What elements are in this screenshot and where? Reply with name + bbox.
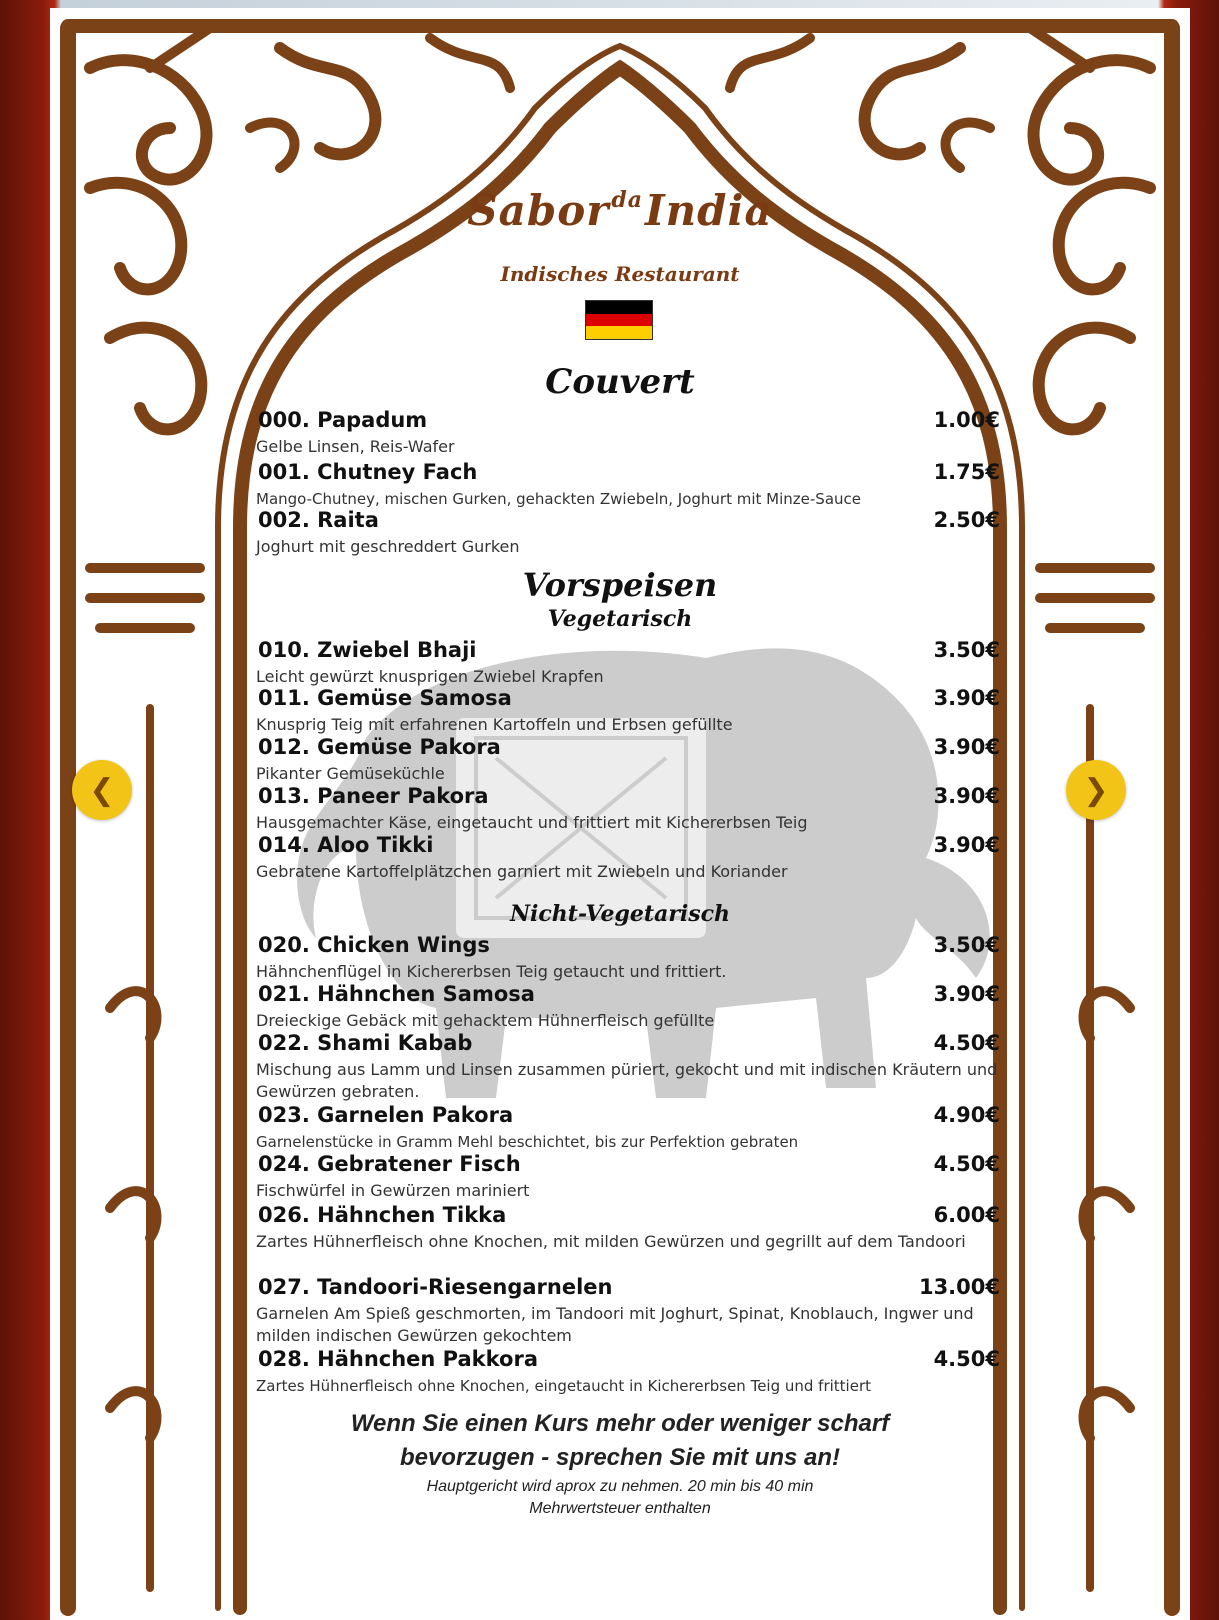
restaurant-subtitle: Indisches Restaurant xyxy=(500,262,740,286)
menu-item-description: Fischwürfel in Gewürzen mariniert xyxy=(256,1181,530,1200)
menu-item-description: Gelbe Linsen, Reis-Wafer xyxy=(256,437,455,456)
menu-item-name: 023. Garnelen Pakora xyxy=(258,1103,514,1127)
menu-item-name: 020. Chicken Wings xyxy=(258,933,490,957)
next-page-button[interactable] xyxy=(1066,760,1126,820)
menu-item-name: 021. Hähnchen Samosa xyxy=(258,982,535,1006)
menu-item-description: Joghurt mit geschreddert Gurken xyxy=(256,537,520,556)
menu-item-price: 3.50€ xyxy=(933,933,1000,957)
menu-item-price: 4.50€ xyxy=(933,1152,1000,1176)
menu-item-name: 011. Gemüse Samosa xyxy=(258,686,512,710)
menu-item-price: 3.90€ xyxy=(933,784,1000,808)
menu-item-price: 6.00€ xyxy=(933,1203,1000,1227)
wait-time-note: Hauptgericht wird aprox zu nehmen. 20 min bis 40 min xyxy=(426,1478,814,1495)
menu-page xyxy=(50,8,1190,1620)
section-title-vorspeisen: Vorspeisen xyxy=(522,566,718,604)
menu-item-price: 3.90€ xyxy=(933,686,1000,710)
menu-item-price: 3.90€ xyxy=(933,982,1000,1006)
menu-item-description: Garnelen Am Spieß geschmorten, im Tandoori mit Joghurt, Spinat, Knoblauch, Ingwer und milden indischen Gewürzen gekochtem xyxy=(256,1304,974,1345)
germany-flag-icon[interactable] xyxy=(585,300,653,340)
menu-item-description: Mischung aus Lamm und Linsen zusammen püriert, gekocht und mit indischen Kräutern und Gewürzen gebraten. xyxy=(256,1060,998,1101)
menu-item-name: 028. Hähnchen Pakkora xyxy=(258,1347,538,1371)
spice-note-line2: bevorzugen - sprechen Sie mit uns an! xyxy=(399,1444,841,1471)
menu-item-name: 001. Chutney Fach xyxy=(258,460,478,484)
section-title-couvert: Couvert xyxy=(545,362,695,402)
chevron-right-icon: ❯ xyxy=(1083,772,1109,808)
menu-item-name: 014. Aloo Tikki xyxy=(258,833,434,857)
menu-item-name: 002. Raita xyxy=(258,508,379,532)
spice-note-line1: Wenn Sie einen Kurs mehr oder weniger scharf xyxy=(350,1410,890,1437)
menu-item-price: 3.50€ xyxy=(933,638,1000,662)
menu-item-name: 027. Tandoori-Riesengarnelen xyxy=(258,1275,613,1299)
menu-item-price: 3.90€ xyxy=(933,833,1000,857)
menu-item-description: Knusprig Teig mit erfahrenen Kartoffeln und Erbsen gefüllte xyxy=(256,715,733,734)
menu-item-price: 4.50€ xyxy=(933,1347,1000,1371)
menu-item-description: Zartes Hühnerfleisch ohne Knochen, mit milden Gewürzen und gegrillt auf dem Tandoori xyxy=(256,1232,966,1251)
chevron-left-icon: ❮ xyxy=(89,772,115,808)
menu-item-price: 2.50€ xyxy=(933,508,1000,532)
menu-item-name: 024. Gebratener Fisch xyxy=(258,1152,521,1176)
menu-item-description: Dreieckige Gebäck mit gehacktem Hühnerfleisch gefüllte xyxy=(256,1011,715,1030)
flag-stripe xyxy=(586,301,652,314)
menu-item-price: 4.50€ xyxy=(933,1031,1000,1055)
menu-item-description: Hausgemachter Käse, eingetaucht und frittiert mit Kichererbsen Teig xyxy=(256,813,808,832)
menu-item-description: Pikanter Gemüseküchle xyxy=(256,764,445,783)
menu-item-price: 3.90€ xyxy=(933,735,1000,759)
menu-item-price: 1.00€ xyxy=(933,408,1000,432)
previous-page-button[interactable] xyxy=(72,760,132,820)
menu-item-description: Leicht gewürzt knusprigen Zwiebel Krapfen xyxy=(256,667,604,686)
menu-item-description: Mango-Chutney, mischen Gurken, gehackten Zwiebeln, Joghurt mit Minze-Sauce xyxy=(256,490,861,508)
menu-item-description: Zartes Hühnerfleisch ohne Knochen, eingetaucht in Kichererbsen Teig und frittiert xyxy=(256,1377,871,1395)
menu-item-description: Garnelenstücke in Gramm Mehl beschichtet, bis zur Perfektion gebraten xyxy=(256,1133,799,1151)
menu-item-name: 022. Shami Kabab xyxy=(258,1031,473,1055)
menu-item-name: 013. Paneer Pakora xyxy=(258,784,489,808)
subsection-title-nicht-vegetarisch: Nicht-Vegetarisch xyxy=(509,901,731,927)
menu-item-price: 13.00€ xyxy=(918,1275,1000,1299)
brand-name-sup: da xyxy=(611,187,643,213)
menu-item-price: 1.75€ xyxy=(933,460,1000,484)
menu-item-price: 4.90€ xyxy=(933,1103,1000,1127)
brand-name-left: Sabor xyxy=(467,186,610,235)
restaurant-logo xyxy=(50,186,1190,235)
vat-note: Mehrwertsteuer enthalten xyxy=(529,1500,711,1517)
menu-item-name: 000. Papadum xyxy=(258,408,428,432)
menu-item-description: Gebratene Kartoffelplätzchen garniert mit Zwiebeln und Koriander xyxy=(256,862,788,881)
menu-item-description: Hähnchenflügel in Kichererbsen Teig getaucht und frittiert. xyxy=(256,962,727,981)
menu-item-name: 012. Gemüse Pakora xyxy=(258,735,501,759)
menu-item-name: 026. Hähnchen Tikka xyxy=(258,1203,507,1227)
subsection-title-vegetarisch: Vegetarisch xyxy=(547,606,693,632)
brand-name-right: India xyxy=(644,186,773,235)
flag-stripe xyxy=(586,314,652,327)
menu-item-name: 010. Zwiebel Bhaji xyxy=(258,638,477,662)
flag-stripe xyxy=(586,326,652,339)
